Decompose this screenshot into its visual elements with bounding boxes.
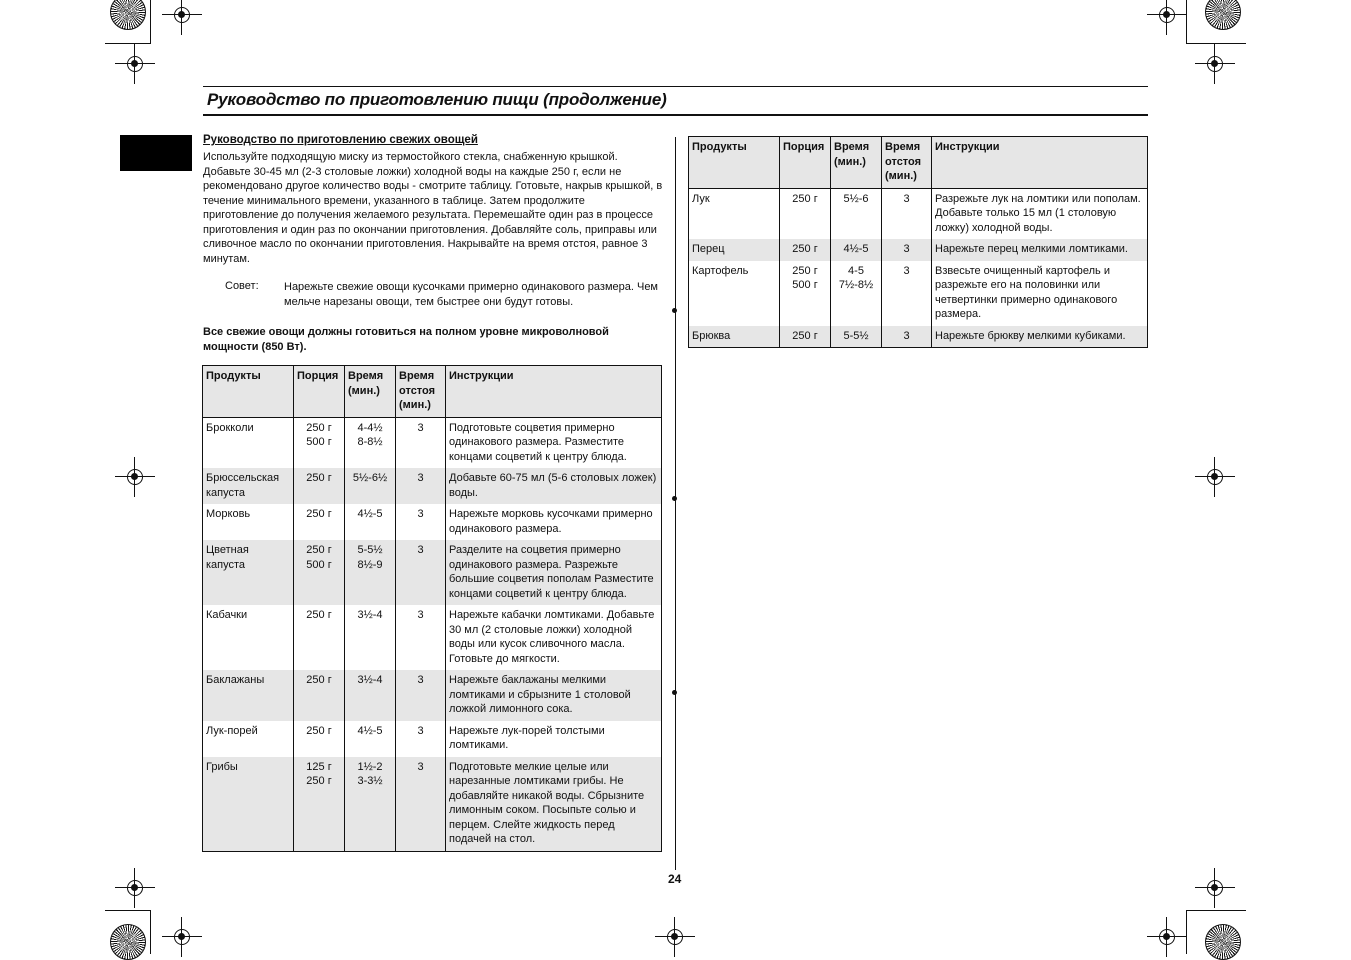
table-row bbox=[203, 605, 662, 670]
advice-text: Нарежьте свежие овощи кусочками примерно одинакового размера. Чем мельче нарезаны овощи, тем быстрее они будут готовы. bbox=[284, 281, 658, 308]
cell-portion: 250 г 500 г bbox=[294, 540, 345, 605]
table-row bbox=[203, 468, 662, 504]
crosshair-icon bbox=[170, 925, 194, 949]
cell-product: Лук bbox=[689, 188, 780, 239]
cell-standing: 3 bbox=[882, 261, 932, 326]
intro-paragraph: Используйте подходящую миску из термостойкого стекла, снабженную крышкой. Добавьте 30-45 мл (2-3 столовые ложки) холодной воды на каждые 250 г, если не рекомендовано другое количество воды - смотрите таблицу. Готовьте, накрыв крышкой, в течение минимального времени, указанного в таблице. Затем продолжите приготовление до получения желаемого результата. Перемешайте один раз в процессе приготовления и один раз по окончании приготовления. Добавляйте соль, приправы или сливочное масло по окончании приготовления. Накрывайте на время отстоя, равное 3 минутам. bbox=[203, 151, 663, 265]
cell-standing: 3 bbox=[396, 540, 446, 605]
cell-portion: 250 г bbox=[294, 670, 345, 721]
cell-standing: 3 bbox=[396, 504, 446, 540]
cell-time: 4½-5 bbox=[345, 504, 396, 540]
cell-instructions: Нарежьте лук-порей толстыми ломтиками. bbox=[446, 721, 662, 757]
header-rule-top bbox=[203, 86, 1148, 87]
cell-time: 1½-2 3-3½ bbox=[345, 757, 396, 852]
cell-product: Брокколи bbox=[203, 417, 294, 468]
cell-time: 4½-5 bbox=[831, 239, 882, 261]
section-tab-marker bbox=[120, 135, 192, 171]
fold-line bbox=[675, 137, 676, 870]
cell-instructions: Взвесьте очищенный картофель и разрежьте его на половинки или четвертинки примерно одинакового размера. bbox=[932, 261, 1148, 326]
cell-standing: 3 bbox=[882, 239, 932, 261]
cell-portion: 125 г 250 г bbox=[294, 757, 345, 852]
cell-portion: 250 г bbox=[780, 239, 831, 261]
registration-wheel-bottom-right bbox=[1205, 924, 1241, 960]
vegetable-table-left bbox=[202, 365, 662, 852]
table-header-row bbox=[689, 137, 1148, 189]
cell-standing: 3 bbox=[396, 757, 446, 852]
crop-line bbox=[150, 0, 151, 44]
cell-product: Лук-порей bbox=[203, 721, 294, 757]
table-row bbox=[203, 757, 662, 852]
crosshair-icon bbox=[1203, 876, 1227, 900]
crop-line bbox=[1186, 910, 1246, 911]
cell-portion: 250 г bbox=[294, 721, 345, 757]
registration-wheel-top-right bbox=[1205, 0, 1241, 30]
cell-standing: 3 bbox=[396, 417, 446, 468]
cell-portion: 250 г bbox=[294, 468, 345, 504]
cell-standing: 3 bbox=[396, 605, 446, 670]
table-row bbox=[689, 326, 1148, 348]
cell-instructions: Разрежьте лук на ломтики или пополам. Добавьте только 15 мл (1 столовую ложку) холодной воды. bbox=[932, 188, 1148, 239]
crosshair-icon bbox=[123, 876, 147, 900]
power-note: Все свежие овощи должны готовиться на полном уровне микроволновой мощности (850 Вт). bbox=[203, 326, 609, 353]
margin-bullet bbox=[672, 496, 677, 501]
cell-standing: 3 bbox=[396, 721, 446, 757]
cell-product: Брюква bbox=[689, 326, 780, 348]
cell-portion: 250 г 500 г bbox=[780, 261, 831, 326]
section-heading: Руководство по приготовлению свежих овощей bbox=[203, 134, 478, 146]
header-portion: Порция bbox=[294, 366, 345, 418]
header-time: Время (мин.) bbox=[345, 366, 396, 418]
cell-portion: 250 г 500 г bbox=[294, 417, 345, 468]
crosshair-icon bbox=[1203, 465, 1227, 489]
cell-product: Грибы bbox=[203, 757, 294, 852]
crop-line bbox=[150, 910, 151, 954]
header-portion: Порция bbox=[780, 137, 831, 189]
cell-instructions: Разделите на соцветия примерно одинакового размера. Разрежьте большие соцветия пополам Разместите концами соцветий к центру блюда. bbox=[446, 540, 662, 605]
table-row bbox=[203, 721, 662, 757]
header-instructions: Инструкции bbox=[932, 137, 1148, 189]
header-product: Продукты bbox=[689, 137, 780, 189]
header-product: Продукты bbox=[203, 366, 294, 418]
cell-instructions: Нарежьте брюкву мелкими кубиками. bbox=[932, 326, 1148, 348]
crosshair-icon bbox=[170, 3, 194, 27]
cell-product: Брюссельская капуста bbox=[203, 468, 294, 504]
cell-instructions: Нарежьте кабачки ломтиками. Добавьте 30 мл (2 столовые ложки) холодной воды или кусок сливочного масла. Готовьте до мягкости. bbox=[446, 605, 662, 670]
header-standing: Время отстоя (мин.) bbox=[882, 137, 932, 189]
header-instructions: Инструкции bbox=[446, 366, 662, 418]
crosshair-icon bbox=[1155, 925, 1179, 949]
crop-line bbox=[105, 43, 150, 44]
table-row bbox=[689, 188, 1148, 239]
registration-wheel-bottom-left bbox=[110, 924, 146, 960]
margin-bullet bbox=[672, 308, 677, 313]
cell-time: 4-4½ 8-8½ bbox=[345, 417, 396, 468]
cell-time: 5½-6½ bbox=[345, 468, 396, 504]
cell-time: 5½-6 bbox=[831, 188, 882, 239]
cell-instructions: Нарежьте морковь кусочками примерно одинакового размера. bbox=[446, 504, 662, 540]
advice-label: Совет: bbox=[225, 280, 259, 292]
crop-line bbox=[1186, 910, 1187, 954]
crosshair-icon bbox=[123, 465, 147, 489]
cell-standing: 3 bbox=[396, 468, 446, 504]
crop-line bbox=[105, 910, 150, 911]
crosshair-icon bbox=[663, 925, 687, 949]
cell-instructions: Подготовьте соцветия примерно одинакового размера. Разместите концами соцветий к центру блюда. bbox=[446, 417, 662, 468]
table-row bbox=[689, 261, 1148, 326]
page-number: 24 bbox=[668, 872, 682, 886]
cell-instructions: Подготовьте мелкие целые или нарезанные ломтиками грибы. Не добавляйте никакой воды. Сбрызните лимонным соком. Посыпьте солью и перцем. Слейте жидкость перед подачей на стол. bbox=[446, 757, 662, 852]
crosshair-icon bbox=[1203, 52, 1227, 76]
header-rule-bottom bbox=[203, 114, 1148, 116]
cell-portion: 250 г bbox=[780, 188, 831, 239]
cell-instructions: Нарежьте перец мелкими ломтиками. bbox=[932, 239, 1148, 261]
cell-time: 4-5 7½-8½ bbox=[831, 261, 882, 326]
header-standing: Время отстоя (мин.) bbox=[396, 366, 446, 418]
table-row bbox=[203, 417, 662, 468]
cell-time: 5-5½ bbox=[831, 326, 882, 348]
registration-wheel-top-left bbox=[110, 0, 146, 30]
cell-portion: 250 г bbox=[780, 326, 831, 348]
cell-portion: 250 г bbox=[294, 504, 345, 540]
cell-instructions: Добавьте 60-75 мл (5-6 столовых ложек) воды. bbox=[446, 468, 662, 504]
cell-time: 4½-5 bbox=[345, 721, 396, 757]
table-body bbox=[203, 417, 662, 851]
cell-time: 5-5½ 8½-9 bbox=[345, 540, 396, 605]
table-body bbox=[689, 188, 1148, 348]
cell-instructions: Нарежьте баклажаны мелкими ломтиками и сбрызните 1 столовой ложкой лимонного сока. bbox=[446, 670, 662, 721]
cell-product: Цветная капуста bbox=[203, 540, 294, 605]
table-row bbox=[689, 239, 1148, 261]
margin-bullet bbox=[672, 690, 677, 695]
cell-standing: 3 bbox=[882, 188, 932, 239]
table-row bbox=[203, 504, 662, 540]
cell-product: Картофель bbox=[689, 261, 780, 326]
cell-product: Морковь bbox=[203, 504, 294, 540]
crosshair-icon bbox=[1155, 3, 1179, 27]
page-title: Руководство по приготовлению пищи (продолжение) bbox=[207, 90, 667, 109]
cell-time: 3½-4 bbox=[345, 605, 396, 670]
table-row bbox=[203, 670, 662, 721]
vegetable-table-right bbox=[688, 136, 1148, 348]
cell-product: Кабачки bbox=[203, 605, 294, 670]
cell-product: Баклажаны bbox=[203, 670, 294, 721]
cell-portion: 250 г bbox=[294, 605, 345, 670]
cell-product: Перец bbox=[689, 239, 780, 261]
table-header-row bbox=[203, 366, 662, 418]
cell-standing: 3 bbox=[396, 670, 446, 721]
crop-line bbox=[1186, 43, 1246, 44]
header-time: Время (мин.) bbox=[831, 137, 882, 189]
crop-line bbox=[1186, 0, 1187, 44]
table-row bbox=[203, 540, 662, 605]
cell-standing: 3 bbox=[882, 326, 932, 348]
cell-time: 3½-4 bbox=[345, 670, 396, 721]
crosshair-icon bbox=[123, 52, 147, 76]
